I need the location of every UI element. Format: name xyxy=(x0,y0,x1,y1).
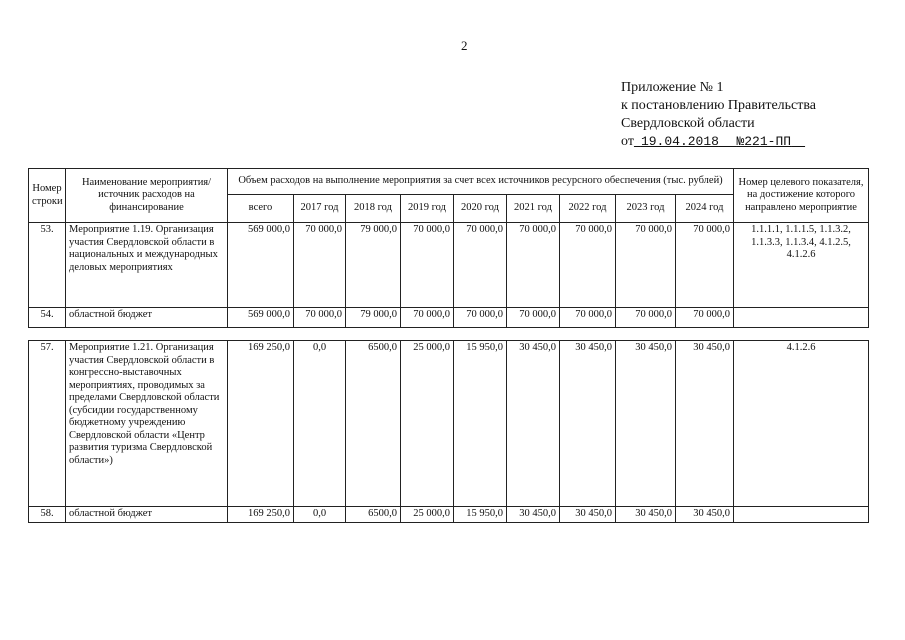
expenses-table-continued xyxy=(28,340,869,523)
cell-value: 15 950,0 xyxy=(454,507,507,523)
row-name: областной бюджет xyxy=(66,507,228,523)
table-row xyxy=(29,308,869,328)
header-row-number: Номер строки xyxy=(29,169,66,223)
cell-value: 70 000,0 xyxy=(676,223,734,308)
cell-value: 30 450,0 xyxy=(560,507,616,523)
cell-value: 70 000,0 xyxy=(294,223,346,308)
cell-value: 30 450,0 xyxy=(676,507,734,523)
header-year: 2024 год xyxy=(676,195,734,223)
cell-value: 70 000,0 xyxy=(401,223,454,308)
appendix-resolution: к постановлению Правительства xyxy=(621,98,817,113)
page-number: 2 xyxy=(461,38,468,53)
cell-value: 25 000,0 xyxy=(401,507,454,523)
appendix-region: Свердловской области xyxy=(621,116,755,131)
row-name: Мероприятие 1.21. Организация участия Свердловской области в конгрессно-выставочных мероприятиях, проводимых за пределами Свердловской области (субсидии государственному бюджетному учреждению Свердловской области «Центр развития туризма Свердловской области») xyxy=(66,341,228,507)
cell-value: 70 000,0 xyxy=(294,308,346,328)
cell-value: 25 000,0 xyxy=(401,341,454,507)
resolution-date: 19.04.2018 xyxy=(640,134,719,149)
table-row xyxy=(29,341,869,507)
header-year: 2021 год xyxy=(507,195,560,223)
header-expenses: Объем расходов на выполнение мероприятия за счет всех источников ресурсного обеспечения (тыс. рублей) xyxy=(228,169,734,195)
cell-value: 70 000,0 xyxy=(507,223,560,308)
header-year: 2022 год xyxy=(560,195,616,223)
appendix-header xyxy=(621,79,816,151)
cell-total: 169 250,0 xyxy=(228,507,294,523)
row-number: 54. xyxy=(29,308,66,328)
header-year: 2017 год xyxy=(294,195,346,223)
cell-value: 0,0 xyxy=(294,507,346,523)
row-name: областной бюджет xyxy=(66,308,228,328)
cell-total: 569 000,0 xyxy=(228,308,294,328)
header-total: всего xyxy=(228,195,294,223)
cell-total: 169 250,0 xyxy=(228,341,294,507)
cell-value: 30 450,0 xyxy=(560,341,616,507)
cell-value: 70 000,0 xyxy=(560,223,616,308)
cell-value: 0,0 xyxy=(294,341,346,507)
row-number: 57. xyxy=(29,341,66,507)
cell-value: 70 000,0 xyxy=(401,308,454,328)
row-number: 53. xyxy=(29,223,66,308)
cell-value: 70 000,0 xyxy=(560,308,616,328)
row-target xyxy=(734,308,869,328)
cell-value: 30 450,0 xyxy=(616,507,676,523)
cell-value: 30 450,0 xyxy=(507,341,560,507)
cell-value: 70 000,0 xyxy=(616,308,676,328)
cell-value: 30 450,0 xyxy=(507,507,560,523)
table-row xyxy=(29,223,869,308)
header-year: 2020 год xyxy=(454,195,507,223)
cell-value: 70 000,0 xyxy=(616,223,676,308)
cell-value: 30 450,0 xyxy=(616,341,676,507)
row-name: Мероприятие 1.19. Организация участия Свердловской области в национальных и международных деловых мероприятиях xyxy=(66,223,228,308)
header-year: 2023 год xyxy=(616,195,676,223)
header-year: 2018 год xyxy=(346,195,401,223)
cell-value: 79 000,0 xyxy=(346,223,401,308)
appendix-date-line xyxy=(621,133,816,151)
cell-value: 70 000,0 xyxy=(507,308,560,328)
row-target xyxy=(734,507,869,523)
cell-value: 79 000,0 xyxy=(346,308,401,328)
header-year: 2019 год xyxy=(401,195,454,223)
cell-value: 70 000,0 xyxy=(454,308,507,328)
expenses-table xyxy=(28,168,869,328)
resolution-number: №221-ПП xyxy=(736,134,792,149)
row-number: 58. xyxy=(29,507,66,523)
row-target: 1.1.1.1, 1.1.1.5, 1.1.3.2, 1.1.3.3, 1.1.3.4, 4.1.2.5, 4.1.2.6 xyxy=(734,223,869,308)
cell-value: 6500,0 xyxy=(346,507,401,523)
header-target: Номер целевого показателя, на достижение которого направлено мероприятие xyxy=(734,169,869,223)
from-label: от xyxy=(621,134,634,149)
table-row xyxy=(29,507,869,523)
cell-value: 6500,0 xyxy=(346,341,401,507)
cell-value: 70 000,0 xyxy=(676,308,734,328)
header-name: Наименование мероприятия/источник расходов на финансирование xyxy=(66,169,228,223)
cell-value: 70 000,0 xyxy=(454,223,507,308)
cell-value: 30 450,0 xyxy=(676,341,734,507)
row-target: 4.1.2.6 xyxy=(734,341,869,507)
cell-value: 15 950,0 xyxy=(454,341,507,507)
cell-total: 569 000,0 xyxy=(228,223,294,308)
appendix-title: Приложение № 1 xyxy=(621,80,724,95)
